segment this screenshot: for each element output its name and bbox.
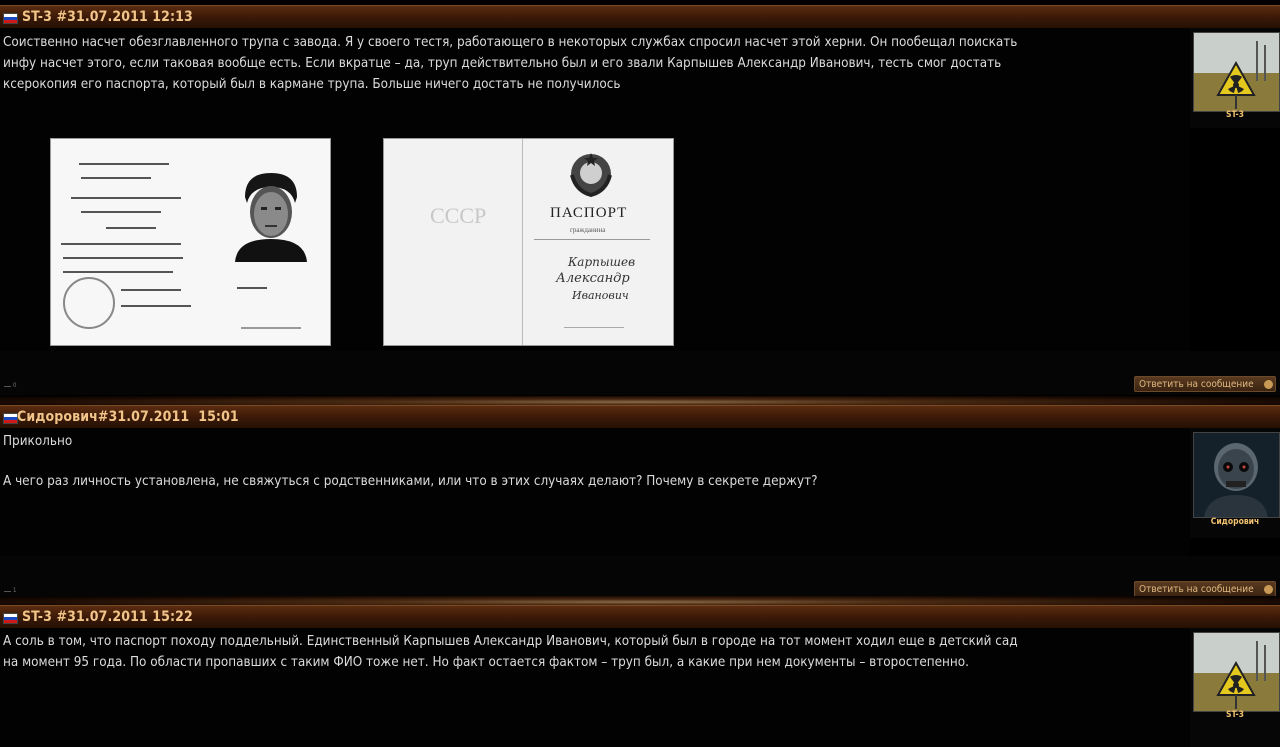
owner-photo bbox=[231, 167, 311, 262]
pencil-icon bbox=[4, 382, 11, 387]
passport-owner-name: Александр bbox=[556, 271, 630, 286]
post-author-sidebar bbox=[1190, 428, 1280, 538]
reply-button[interactable] bbox=[1134, 376, 1276, 392]
author-name[interactable]: Сидорович bbox=[1210, 517, 1260, 527]
author-avatar[interactable] bbox=[1193, 32, 1280, 112]
author-name[interactable]: ST-3 bbox=[1226, 110, 1244, 120]
reply-arrow-icon bbox=[1264, 585, 1273, 594]
russia-flag-icon bbox=[3, 13, 18, 24]
post-title: ST-3 #31.07.2011 12:13 bbox=[22, 9, 193, 25]
forum-post bbox=[0, 5, 1280, 395]
robot-skull-avatar bbox=[1194, 433, 1279, 517]
ussr-emblem-icon bbox=[568, 151, 614, 197]
post-body bbox=[0, 428, 1190, 556]
reply-button-label: Ответить на сообщение bbox=[1139, 584, 1254, 595]
reply-button-label: Ответить на сообщение bbox=[1139, 379, 1254, 390]
pencil-icon bbox=[4, 587, 11, 592]
forum-post bbox=[0, 605, 1280, 747]
russia-flag-icon bbox=[3, 413, 18, 424]
passport-owner-surname: Карпышев bbox=[568, 255, 636, 269]
radiation-sign-avatar bbox=[1194, 33, 1279, 111]
author-avatar[interactable] bbox=[1193, 432, 1280, 518]
post-footer bbox=[0, 351, 1280, 395]
post-text: А соль в том, что паспорт походу поддельный. Единственный Карпышев Александр Иванович, который был в городе на тот момент ходил еще в детский сад на момент 95 года. По области пропавших с таким ФИО тоже нет. Но факт остается фактом – труп был, а какие при нем документы – второстепенно. bbox=[3, 634, 1018, 670]
passport-country: СССР bbox=[430, 203, 487, 228]
post-header bbox=[0, 405, 1280, 429]
post-author-sidebar bbox=[1190, 28, 1280, 128]
author-avatar[interactable] bbox=[1193, 632, 1280, 712]
passport-cover-image bbox=[383, 138, 674, 346]
edit-count: 0 bbox=[13, 382, 17, 389]
post-body bbox=[0, 628, 1190, 747]
forum-post bbox=[0, 405, 1280, 595]
russia-flag-icon bbox=[3, 613, 18, 624]
reply-button[interactable] bbox=[1134, 581, 1276, 597]
post-body bbox=[0, 28, 1190, 351]
post-title: ST-3 #31.07.2011 15:22 bbox=[22, 609, 193, 625]
passport-title: ПАСПОРТ bbox=[550, 205, 628, 221]
post-footer bbox=[0, 556, 1280, 600]
passport-owner-patronymic: Иванович bbox=[572, 289, 629, 302]
reply-arrow-icon bbox=[1264, 380, 1273, 389]
post-title: Сидорович#31.07.2011 15:01 bbox=[17, 409, 239, 425]
post-author-sidebar bbox=[1190, 628, 1280, 747]
post-header bbox=[0, 5, 1280, 29]
post-text: Прикольно А чего раз личность установлена, не свяжуться с родственниками, или что в этих случаях делают? Почему в секрете держут? bbox=[3, 434, 818, 489]
post-header bbox=[0, 605, 1280, 629]
edit-count: 1 bbox=[13, 587, 17, 594]
passport-photo-page-image bbox=[50, 138, 331, 346]
radiation-sign-avatar bbox=[1194, 633, 1279, 711]
post-text: Соиственно насчет обезглавленного трупа с завода. Я у своего тестя, работающего в некоторых службах спросил насчет этой херни. Он пообещал поискать инфу насчет этого, если таковая вообще есть. Если вкратце – да, труп действительно был и его звали Карпышев Александр Иванович, тесть смог достать ксерокопия его паспорта, который был в кармане трупа. Больше ничего достать не получилось bbox=[3, 35, 1018, 92]
author-name[interactable]: ST-3 bbox=[1226, 710, 1244, 720]
passport-subtitle: гражданина bbox=[570, 226, 606, 234]
